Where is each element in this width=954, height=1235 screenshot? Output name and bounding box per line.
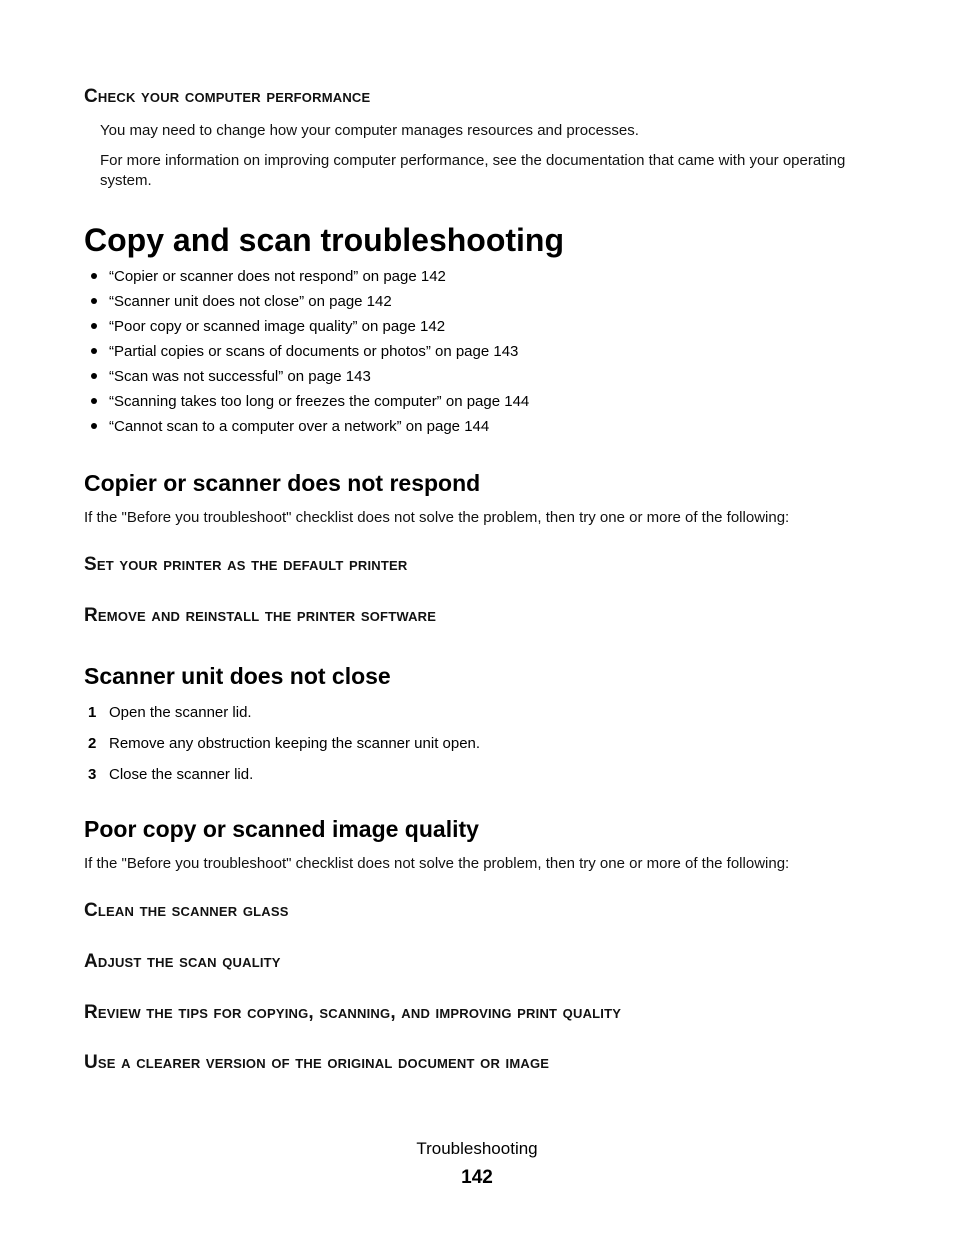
list-item[interactable] — [91, 417, 529, 442]
subheading: Remove and reinstall the printer software — [84, 605, 437, 626]
list-item[interactable] — [91, 342, 529, 367]
subheading: Use a clearer version of the original document or image — [84, 1052, 550, 1073]
list-item[interactable] — [91, 267, 529, 292]
paragraph: For more information on improving computer performance, see the documentation that came with your operating system. — [100, 152, 846, 189]
topic-link-list — [91, 267, 529, 442]
footer-section-label: Troubleshooting — [416, 1139, 538, 1158]
page-title: Copy and scan troubleshooting — [84, 222, 565, 258]
step-number: 2 — [88, 735, 97, 752]
bullet-icon — [91, 373, 97, 379]
step-text: Open the scanner lid. — [109, 704, 252, 721]
subheading: Review the tips for copying, scanning, and improving print quality — [84, 1002, 622, 1023]
step-text: Remove any obstruction keeping the scanner unit open. — [109, 735, 481, 752]
paragraph: If the "Before you troubleshoot" checklist does not solve the problem, then try one or more of the following: — [84, 855, 790, 872]
step-list — [88, 703, 480, 796]
section-heading-not-close: Scanner unit does not close — [84, 663, 391, 689]
list-item — [88, 734, 480, 765]
topic-link[interactable]: “Scanner unit does not close” on page 142 — [109, 293, 392, 310]
topic-link[interactable]: “Scanning takes too long or freezes the computer” on page 144 — [109, 393, 530, 410]
paragraph: If the "Before you troubleshoot" checklist does not solve the problem, then try one or more of the following: — [84, 509, 790, 526]
list-item[interactable] — [91, 317, 529, 342]
section-heading-check-performance: Check your computer performance — [84, 86, 371, 107]
step-text: Close the scanner lid. — [109, 766, 254, 783]
list-item[interactable] — [91, 292, 529, 317]
bullet-icon — [91, 323, 97, 329]
paragraph: You may need to change how your computer manages resources and processes. — [100, 122, 639, 139]
bullet-icon — [91, 348, 97, 354]
list-item[interactable] — [91, 392, 529, 417]
topic-link[interactable]: “Cannot scan to a computer over a network” on page 144 — [109, 418, 490, 435]
list-item — [88, 703, 480, 734]
subheading: Adjust the scan quality — [84, 951, 281, 972]
section-heading-not-respond: Copier or scanner does not respond — [84, 470, 481, 496]
step-number: 1 — [88, 704, 97, 721]
list-item — [88, 765, 480, 796]
topic-link[interactable]: “Partial copies or scans of documents or photos” on page 143 — [109, 343, 519, 360]
page-number: 142 — [461, 1167, 493, 1188]
topic-link[interactable]: “Scan was not successful” on page 143 — [109, 368, 371, 385]
topic-link[interactable]: “Copier or scanner does not respond” on page 142 — [109, 268, 446, 285]
subheading: Clean the scanner glass — [84, 900, 289, 921]
list-item[interactable] — [91, 367, 529, 392]
bullet-icon — [91, 398, 97, 404]
topic-link[interactable]: “Poor copy or scanned image quality” on page 142 — [109, 318, 446, 335]
subheading: Set your printer as the default printer — [84, 554, 408, 575]
bullet-icon — [91, 423, 97, 429]
section-heading-poor-quality: Poor copy or scanned image quality — [84, 816, 479, 842]
bullet-icon — [91, 273, 97, 279]
bullet-icon — [91, 298, 97, 304]
step-number: 3 — [88, 766, 97, 783]
